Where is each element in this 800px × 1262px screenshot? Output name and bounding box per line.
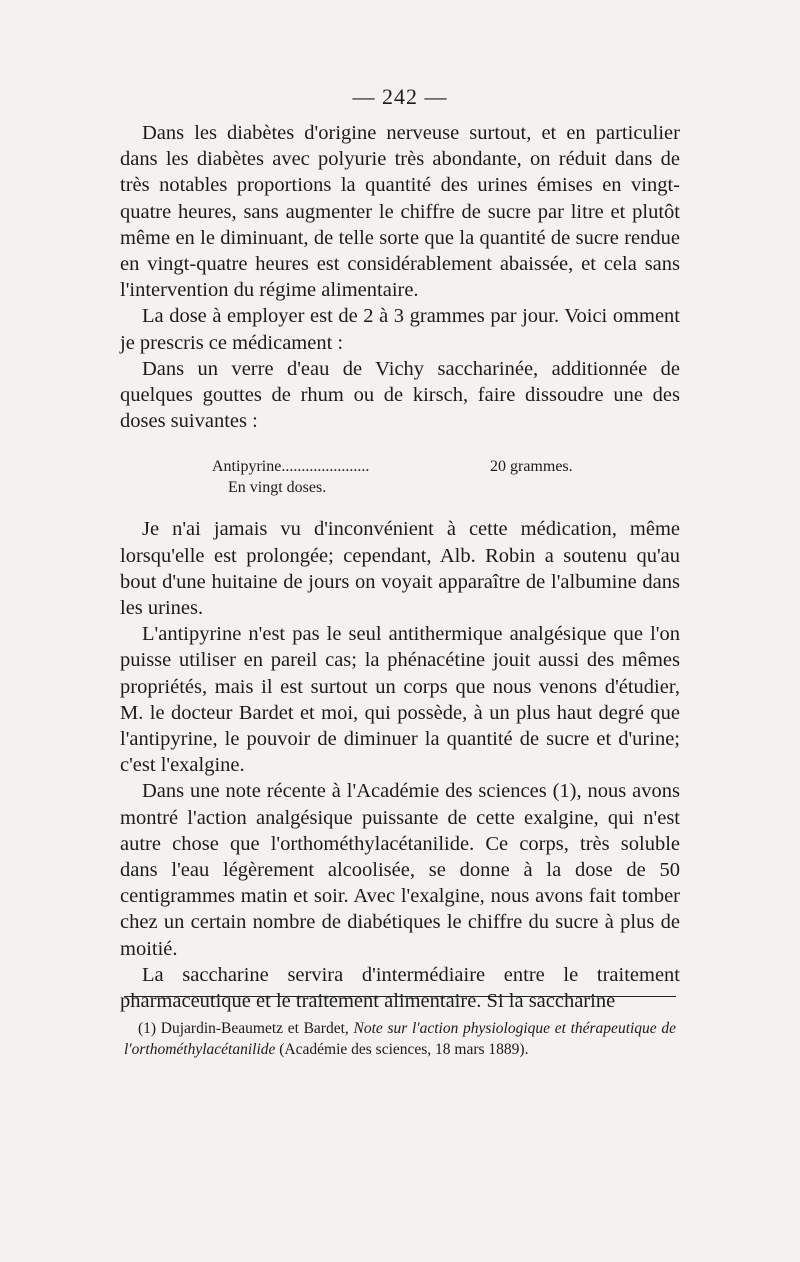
paragraph: Dans les diabètes d'origine nerveuse surtout, et en particulier dans les diabètes avec polyurie très abondante, on réduit dans de très notables proportions la quantité des urines émises en vingt-quatre heures, sans augmenter le chiffre de sucre par litre et plutôt même en le diminuant, de telle sorte que la quantité de sucre rendue en vingt-quatre heures est considérablement abaissée, et cela sans l'intervention du régime alimentaire.	[120, 122, 680, 302]
footnote-source: (Académie des sciences, 18 mars 1889).	[279, 1041, 529, 1058]
prescription-formula	[120, 456, 680, 498]
prescription-division: En vingt doses.	[228, 479, 327, 497]
page-number: — 242 —	[352, 84, 448, 109]
prescription-amount: 20 grammes.	[490, 458, 573, 476]
prescription-row	[120, 456, 680, 477]
footnote	[124, 1018, 676, 1060]
paragraph: L'antipyrine n'est pas le seul antithermique analgésique que l'on puisse utiliser en pareil cas; la phénacétine jouit aussi des mêmes propriétés, mais il est surtout un corps que nous venons d'étudier, M. le docteur Bardet et moi, qui possède, à un plus haut degré que l'antipyrine, le pouvoir de diminuer la quantité de sucre et d'urine; c'est l'exalgine.	[120, 623, 680, 777]
paragraph: La saccharine servira d'intermédiaire entre le traitement pharmaceutique et le traitement alimentaire. Si la saccharine	[120, 963, 680, 1013]
footnote-divider	[124, 996, 676, 997]
footnote-authors: Dujardin-Beaumetz et Bardet,	[160, 1020, 349, 1037]
footnote-title: Note sur l'action physiologique et thérapeutique de l'orthométhylacétanilide	[124, 1020, 677, 1058]
prescription-drug: Antipyrine......................	[212, 458, 370, 476]
paragraph: Dans un verre d'eau de Vichy saccharinée, additionnée de quelques gouttes de rhum ou de kirsch, faire dissoudre une des doses suivantes :	[120, 357, 680, 433]
paragraph: La dose à employer est de 2 à 3 grammes par jour. Voici omment je prescris ce médicament :	[120, 305, 680, 354]
body-text	[120, 120, 680, 1014]
paragraph: Dans une note récente à l'Académie des sciences (1), nous avons montré l'action analgésique puissante de cette exalgine, qui n'est autre chose que l'orthométhylacétanilide. Ce corps, très soluble dans l'eau légèrement alcoolisée, se donne à la dose de 50 centigrammes matin et soir. Avec l'exalgine, nous avons fait tomber chez un certain nombre de diabétiques le chiffre du sucre à plus de moitié.	[120, 780, 680, 960]
paragraph: Je n'ai jamais vu d'inconvénient à cette médication, même lorsqu'elle est prolongée; cependant, Alb. Robin a soutenu qu'au bout d'une huitaine de jours on voyait apparaître de l'albumine dans les urines.	[120, 518, 680, 620]
footnote-marker: (1)	[138, 1020, 157, 1037]
